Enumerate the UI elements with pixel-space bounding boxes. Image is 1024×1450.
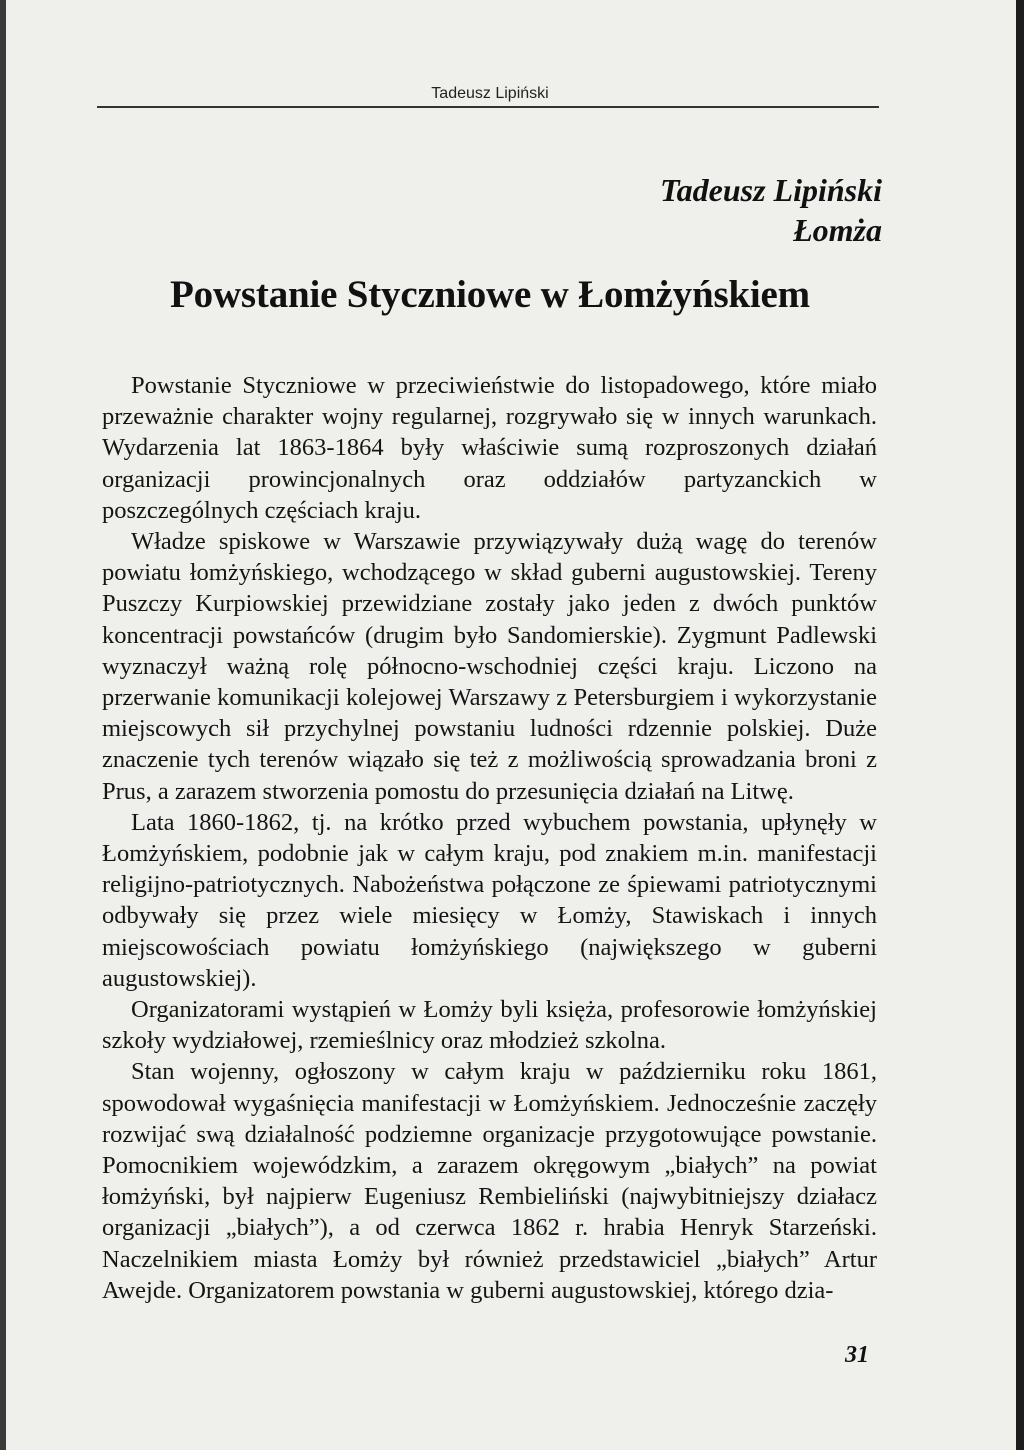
author-name: Tadeusz Lipiński [660,172,882,208]
paragraph: Władze spiskowe w Warszawie przywiązywały dużą wagę do terenów powiatu łomżyńskiego, wchodzącego w skład guberni augustowskiej. Tereny Puszczy Kurpiowskiej przewidziane zostały jako jeden z dwóch punktów koncentracji powstańców (drugim było Sandomierskie). Zygmunt Padlewski wyznaczył ważną rolę północno-wschodniej części kraju. Liczono na przerwanie komunikacji kolejowej Warszawy z Petersburgiem i wykorzystanie miejscowych sił przychylnej powstaniu ludności rdzennie polskiej. Duże znaczenie tych terenów wiązało się też z możliwością sprowadzania broni z Prus, a zarazem stworzenia pomostu do przesunięcia działań na Litwę. [102,528,877,805]
page-left-edge [0,0,6,1450]
article-body [102,370,877,1306]
running-head: Tadeusz Lipiński [431,85,549,102]
paragraph: Organizatorami wystąpień w Łomży byli księża, profesorowie łomżyńskiej szkoły wydziałowej, rzemieślnicy oraz młodzież szkolna. [102,996,877,1055]
author-place: Łomża [793,212,882,248]
header-rule [97,106,879,108]
paragraph: Powstanie Styczniowe w przeciwieństwie do listopadowego, które miało przeważnie charakter wojny regularnej, rozgrywało się w innych warunkach. Wydarzenia lat 1863-1864 były właściwie sumą rozproszonych działań organizacji prowincjonalnych oraz oddziałów partyzanckich w poszczególnych częściach kraju. [102,372,877,524]
page-right-edge [1016,0,1024,1450]
article-title: Powstanie Styczniowe w Łomżyńskiem [170,273,810,316]
paragraph: Lata 1860-1862, tj. na krótko przed wybuchem powstania, upłynęły w Łomżyńskiem, podobnie jak w całym kraju, pod znakiem m.in. manifestacji religijno-patriotycznych. Nabożeństwa połączone ze śpiewami patriotycznymi odbywały się przez wiele miesięcy w Łomży, Stawiskach i innych miejscowościach powiatu łomżyńskiego (największego w guberni augustowskiej). [102,808,877,992]
paragraph: Stan wojenny, ogłoszony w całym kraju w październiku roku 1861, spowodował wygaśnięcia manifestacji w Łomżyńskiem. Jednocześnie zaczęły rozwijać swą działalność podziemne organizacje przygotowujące powstanie. Pomocnikiem wojewódzkim, a zarazem okręgowym „białych” na powiat łomżyński, był najpierw Eugeniusz Rembieliński (najwybitniejszy działacz organizacji „białych”), a od czerwca 1862 r. hrabia Henryk Starzeński. Naczelnikiem miasta Łomży był również przedstawiciel „białych” Artur Awejde. Organizatorem powstania w guberni augustowskiej, którego dzia- [102,1058,877,1304]
author-block [660,170,882,250]
page-number: 31 [845,1342,869,1368]
